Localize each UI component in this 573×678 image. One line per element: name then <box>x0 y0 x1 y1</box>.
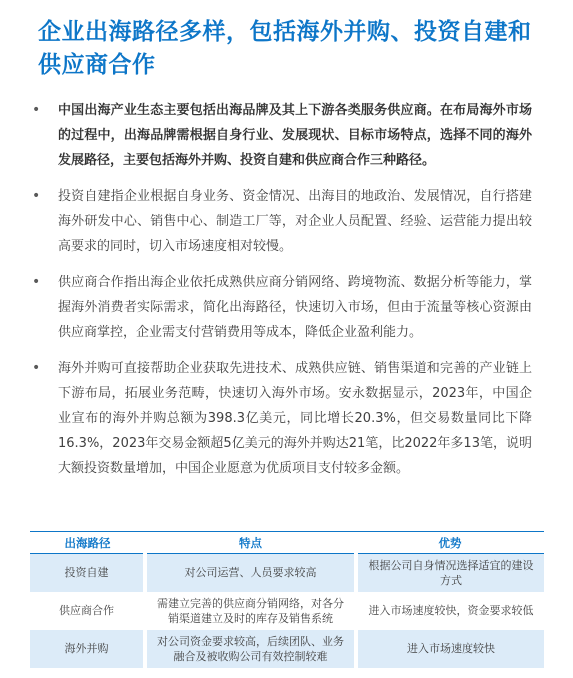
table-cell: 需建立完善的供应商分销网络，对各分销渠道建立及时的库存及销售系统 <box>145 592 356 630</box>
bullet-text: 投资自建指企业根据自身业务、资金情况、出海目的地政治、发展情况，自行搭建海外研发中心、销售中心、制造工厂等，对企业人员配置、经验、运营能力提出较高要求的同时，切入市场速度相对较慢。 <box>58 189 532 254</box>
table-header-advantage: 优势 <box>356 532 544 554</box>
table-cell: 对公司资金要求较高，后续团队、业务融合及被收购公司有效控制较难 <box>145 630 356 668</box>
bullet-dot-icon: • <box>32 188 41 204</box>
bullet-list <box>32 98 532 492</box>
bullet-item <box>32 270 532 345</box>
table-row <box>30 554 544 592</box>
page-title: 企业出海路径多样，包括海外并购、投资自建和供应商合作 <box>38 19 532 78</box>
table-row <box>30 592 544 630</box>
bullet-dot-icon: • <box>32 102 41 118</box>
table-cell: 对公司运营、人员要求较高 <box>145 554 356 592</box>
bullet-item <box>32 356 532 481</box>
table-header-row <box>30 532 544 554</box>
table-header-feature: 特点 <box>145 532 356 554</box>
bullet-item <box>32 184 532 259</box>
comparison-table <box>30 531 544 668</box>
table-cell: 根据公司自身情况选择适宜的建设方式 <box>356 554 544 592</box>
bullet-text: 中国出海产业生态主要包括出海品牌及其上下游各类服务供应商。在布局海外市场的过程中，出海品牌需根据自身行业、发展现状、目标市场特点，选择不同的海外发展路径，主要包括海外并购、投资自建和供应商合作三种路径。 <box>58 103 532 168</box>
bullet-dot-icon: • <box>32 274 41 290</box>
table-cell: 供应商合作 <box>30 592 145 630</box>
table-header-path: 出海路径 <box>30 532 145 554</box>
bullet-text: 供应商合作指出海企业依托成熟供应商分销网络、跨境物流、数据分析等能力，掌握海外消费者实际需求，简化出海路径，快速切入市场，但由于流量等核心资源由供应商掌控，企业需支付营销费用等成本，降低企业盈利能力。 <box>58 275 532 340</box>
bullet-dot-icon: • <box>32 360 41 376</box>
table-cell: 进入市场速度较快 <box>356 630 544 668</box>
bullet-item <box>32 98 532 173</box>
bullet-text: 海外并购可直接帮助企业获取先进技术、成熟供应链、销售渠道和完善的产业链上下游布局，拓展业务范畴，快速切入海外市场。安永数据显示，2023年，中国企业宣布的海外并购总额为398.3亿美元，同比增长20.3%，但交易数量同比下降16.3%，2023年交易金额超5亿美元的海外并购达21笔，比2022年多13笔，说明大额投资数量增加，中国企业愿意为优质项目支付较多金额。 <box>58 361 532 476</box>
table-cell: 海外并购 <box>30 630 145 668</box>
table-cell: 投资自建 <box>30 554 145 592</box>
table-row <box>30 630 544 668</box>
table-cell: 进入市场速度较快，资金要求较低 <box>356 592 544 630</box>
